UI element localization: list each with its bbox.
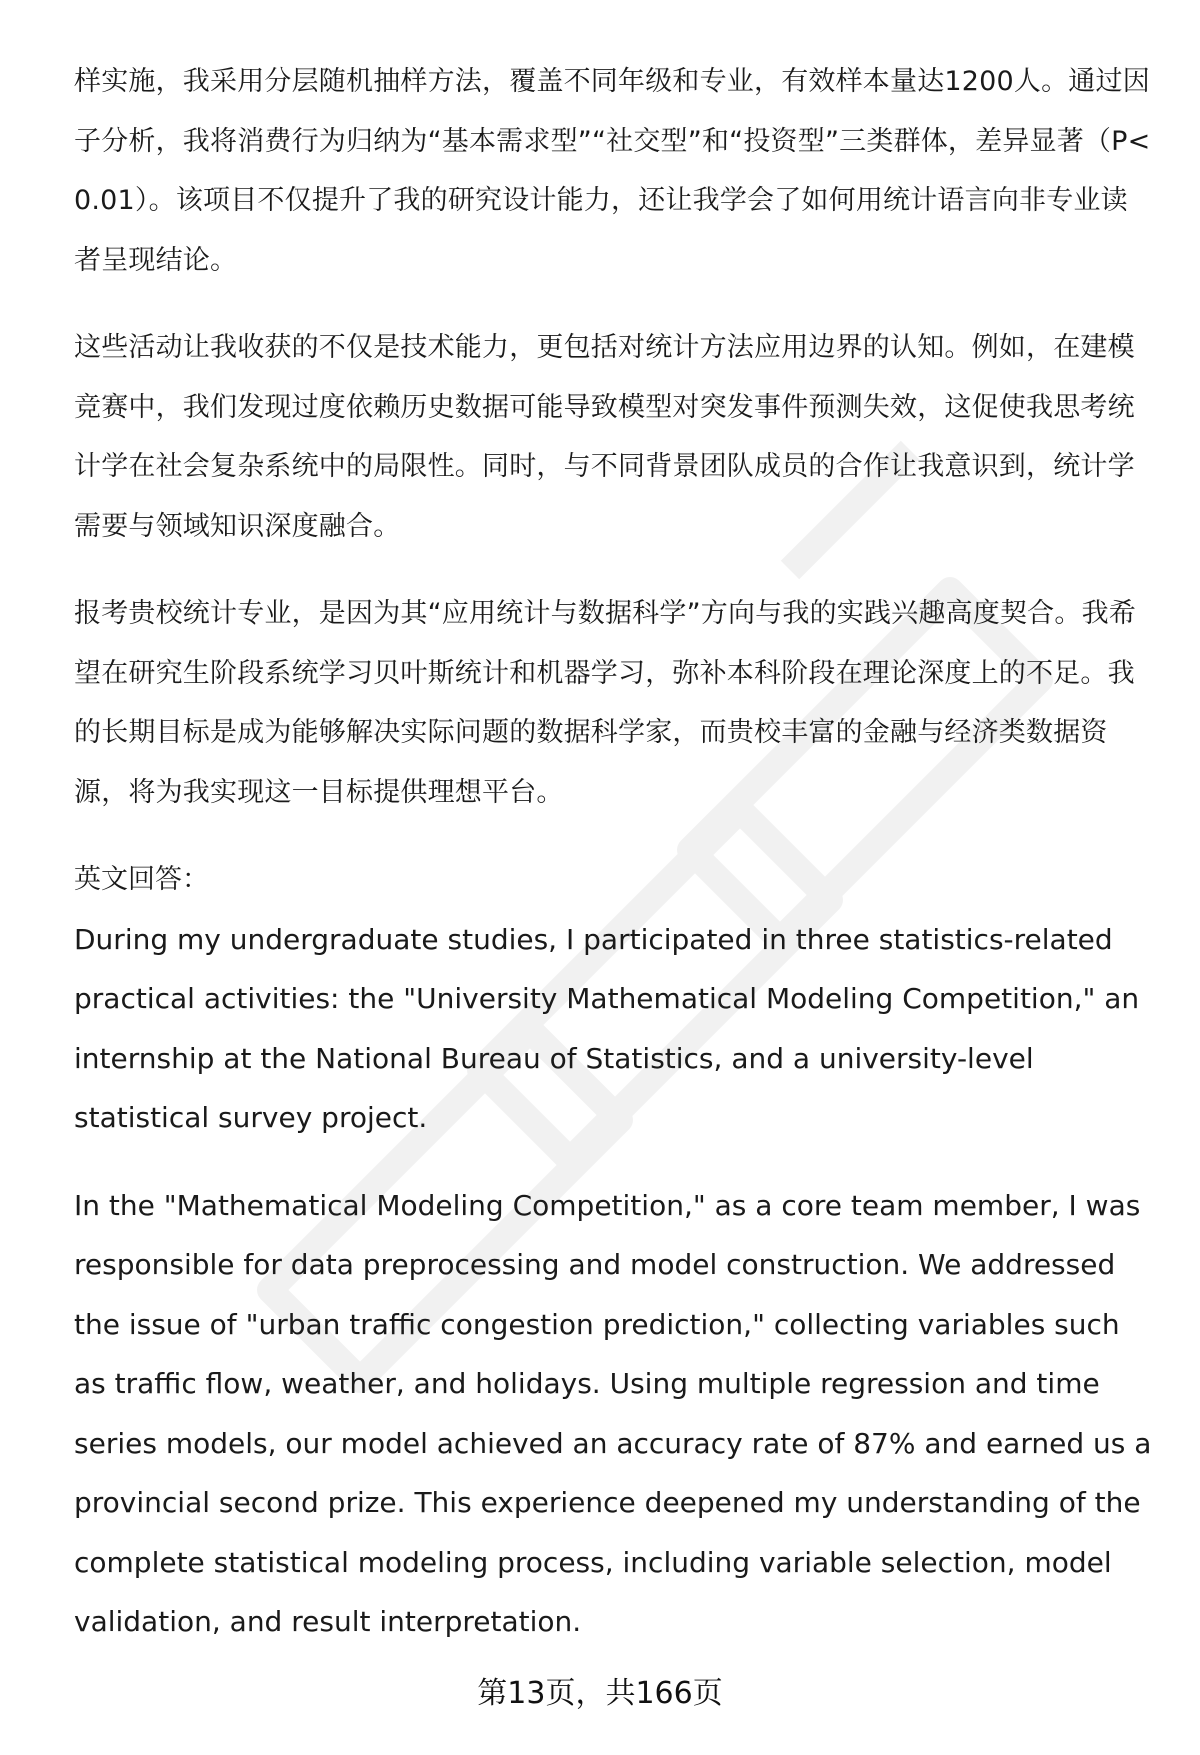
paragraph-en-1: During my undergraduate studies, I participated in three statistics-related practical activities: the "University Mathematical Modeling Competition," an internship at the National Bureau of Statistics, and a university-level statistical survey project. — [74, 922, 1140, 1134]
document-page — [74, 52, 1154, 1680]
paragraph-zh-2: 这些活动让我收获的不仅是技术能力，更包括对统计方法应用边界的认知。例如，在建模竞赛中，我们发现过度依赖历史数据可能导致模型对突发事件预测失效，这促使我思考统计学在社会复杂系统中的局限性。同时，与不同背景团队成员的合作让我意识到，统计学需要与领域知识深度融合。 — [74, 332, 1135, 542]
page-footer: 第13页，共166页 — [477, 1676, 723, 1711]
paragraph-zh-3: 报考贵校统计专业，是因为其“应用统计与数据科学”方向与我的实践兴趣高度契合。我希望在研究生阶段系统学习贝叶斯统计和机器学习，弥补本科阶段在理论深度上的不足。我的长期目标是成为能够解决实际问题的数据科学家，而贵校丰富的金融与经济类数据资源，将为我实现这一目标提供理想平台。 — [74, 598, 1136, 808]
paragraph-en-2: In the "Mathematical Modeling Competition," as a core team member, I was responsible for data preprocessing and model construction. We addressed the issue of "urban traffic congestion prediction," collecting variables such as traffic flow, weather, and holidays. Using multiple regression and time series models, our model achieved an accuracy rate of 87% and earned us a provincial second prize. This experience deepened my understanding of the complete statistical modeling process, including variable selection, model validation, and result interpretation. — [74, 1188, 1152, 1638]
paragraph-zh-1: 样实施，我采用分层随机抽样方法，覆盖不同年级和专业，有效样本量达1200人。通过因子分析，我将消费行为归纳为“基本需求型”“社交型”和“投资型”三类群体，差异显著（P<0.01）。该项目不仅提升了我的研究设计能力，还让我学会了如何用统计语言向非专业读者呈现结论。 — [74, 66, 1151, 276]
english-answer-label: 英文回答： — [74, 864, 209, 895]
